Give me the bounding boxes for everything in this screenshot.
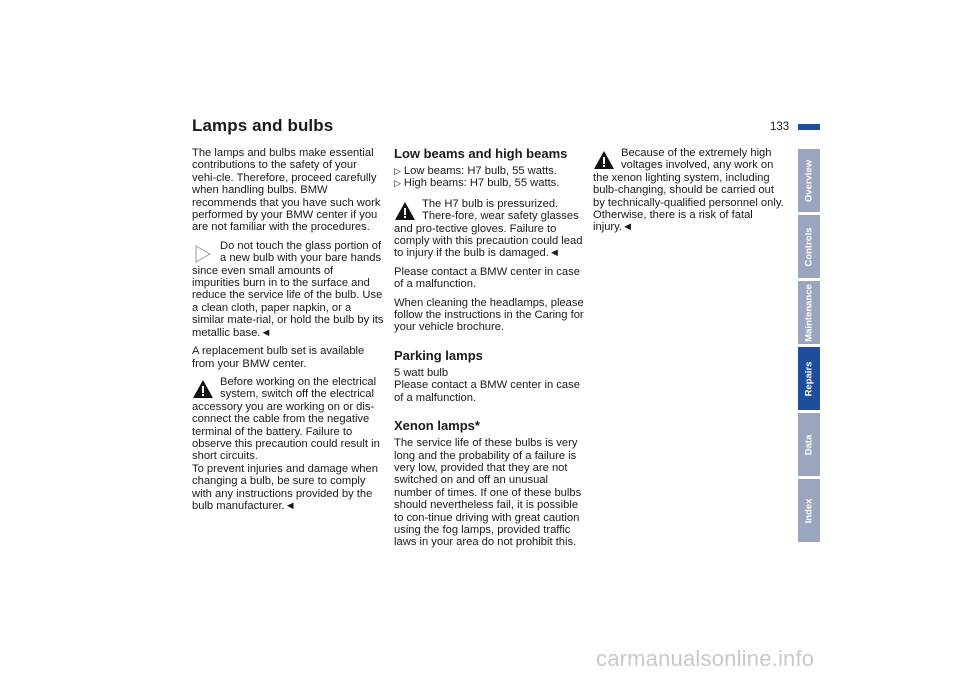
heading-parking-lamps: Parking lamps — [394, 347, 483, 363]
tab-controls[interactable]: Controls — [798, 215, 820, 278]
warning-text-xenon: Because of the extremely high voltages involved, any work on the xenon lighting system, including bulb-changing, should be carried out by technically-qualified personnel only. Otherwise, there is a risk of fatal injury.◄ — [593, 147, 784, 234]
warning-text-electrical: Before working on the electrical system, switch off the electrical accessory you are working on or dis-connect the cable from the negative terminal of the battery. Failure to observe this precaution could result in short circuits. — [192, 375, 380, 463]
note-text: Do not touch the glass portion of a new bulb with your bare hands since even small amounts of impurities burn in to the surface and reduce the service life of the bulb. Use a clean cloth, paper napkin, or a similar mate-rial, or hold the bulb by its metallic base.◄ — [192, 239, 384, 339]
cleaning-paragraph: When cleaning the headlamps, please follow the instructions in the Caring for your vehicle brochure. — [394, 296, 584, 334]
contact-paragraph-parking: Please contact a BMW center in case of a malfunction. — [394, 379, 580, 404]
warning-paragraph-electrical — [192, 376, 384, 512]
tab-repairs[interactable]: Repairs — [798, 347, 820, 410]
list-bullet-icon: ▷ — [394, 166, 401, 176]
beam-bulb-list — [394, 165, 586, 190]
parking-watt: 5 watt bulb — [394, 366, 449, 379]
list-item: ▷ High beams: H7 bulb, 55 watts. — [394, 177, 560, 190]
tab-overview[interactable]: Overview — [798, 149, 820, 212]
warning-triangle-icon — [192, 378, 214, 400]
heading-xenon-lamps: Xenon lamps* — [394, 418, 480, 434]
heading-low-high-beams: Low beams and high beams — [394, 146, 568, 161]
warning-text-manufacturer: To prevent injuries and damage when changing a bulb, be sure to comply with any instructions provided by the bulb manufacturer.◄ — [192, 462, 378, 512]
list-bullet-icon: ▷ — [394, 178, 401, 189]
side-tab-nav — [798, 149, 820, 545]
note-paragraph — [192, 240, 384, 339]
column-1 — [192, 147, 384, 518]
warning-text-h7: The H7 bulb is pressurized. There-fore, wear safety glasses and pro-tective gloves. Failure to comply with this precaution could lead to injury if the bulb is damaged.◄ — [394, 197, 583, 260]
column-3 — [593, 147, 785, 240]
page-marker — [798, 124, 820, 130]
warning-paragraph-h7 — [394, 198, 586, 260]
warning-paragraph-xenon — [593, 147, 785, 234]
list-item: ▷ Low beams: H7 bulb, 55 watts. — [394, 165, 557, 177]
tab-data[interactable]: Data — [798, 413, 820, 476]
tab-maintenance[interactable]: Maintenance — [798, 281, 820, 344]
warning-triangle-icon — [394, 200, 416, 222]
column-2 — [394, 146, 586, 555]
note-triangle-icon — [192, 242, 214, 264]
xenon-paragraph: The service life of these bulbs is very long and the probability of a failure is very low, provided that they are not switched on and off an unusual number of times. If one of these bulbs should nevertheless fail, it is possible to con-tinue driving with great caution using the fog lamps, provided traffic laws in your area do not prohibit this. — [394, 437, 582, 549]
page-title: Lamps and bulbs — [192, 116, 334, 135]
contact-paragraph: Please contact a BMW center in case of a malfunction. — [394, 265, 580, 291]
replacement-paragraph: A replacement bulb set is available from your BMW center. — [192, 345, 365, 370]
warning-triangle-icon — [593, 149, 615, 171]
intro-paragraph: The lamps and bulbs make essential contributions to the safety of your vehi-cle. Therefore, proceed carefully when handling bulbs. BMW recommends that you have such work performed by your BMW center if you are not familiar with the procedures. — [192, 147, 381, 234]
page-number: 133 — [770, 121, 790, 133]
tab-index[interactable]: Index — [798, 479, 820, 542]
watermark: carmanualsonline.info — [596, 646, 815, 671]
